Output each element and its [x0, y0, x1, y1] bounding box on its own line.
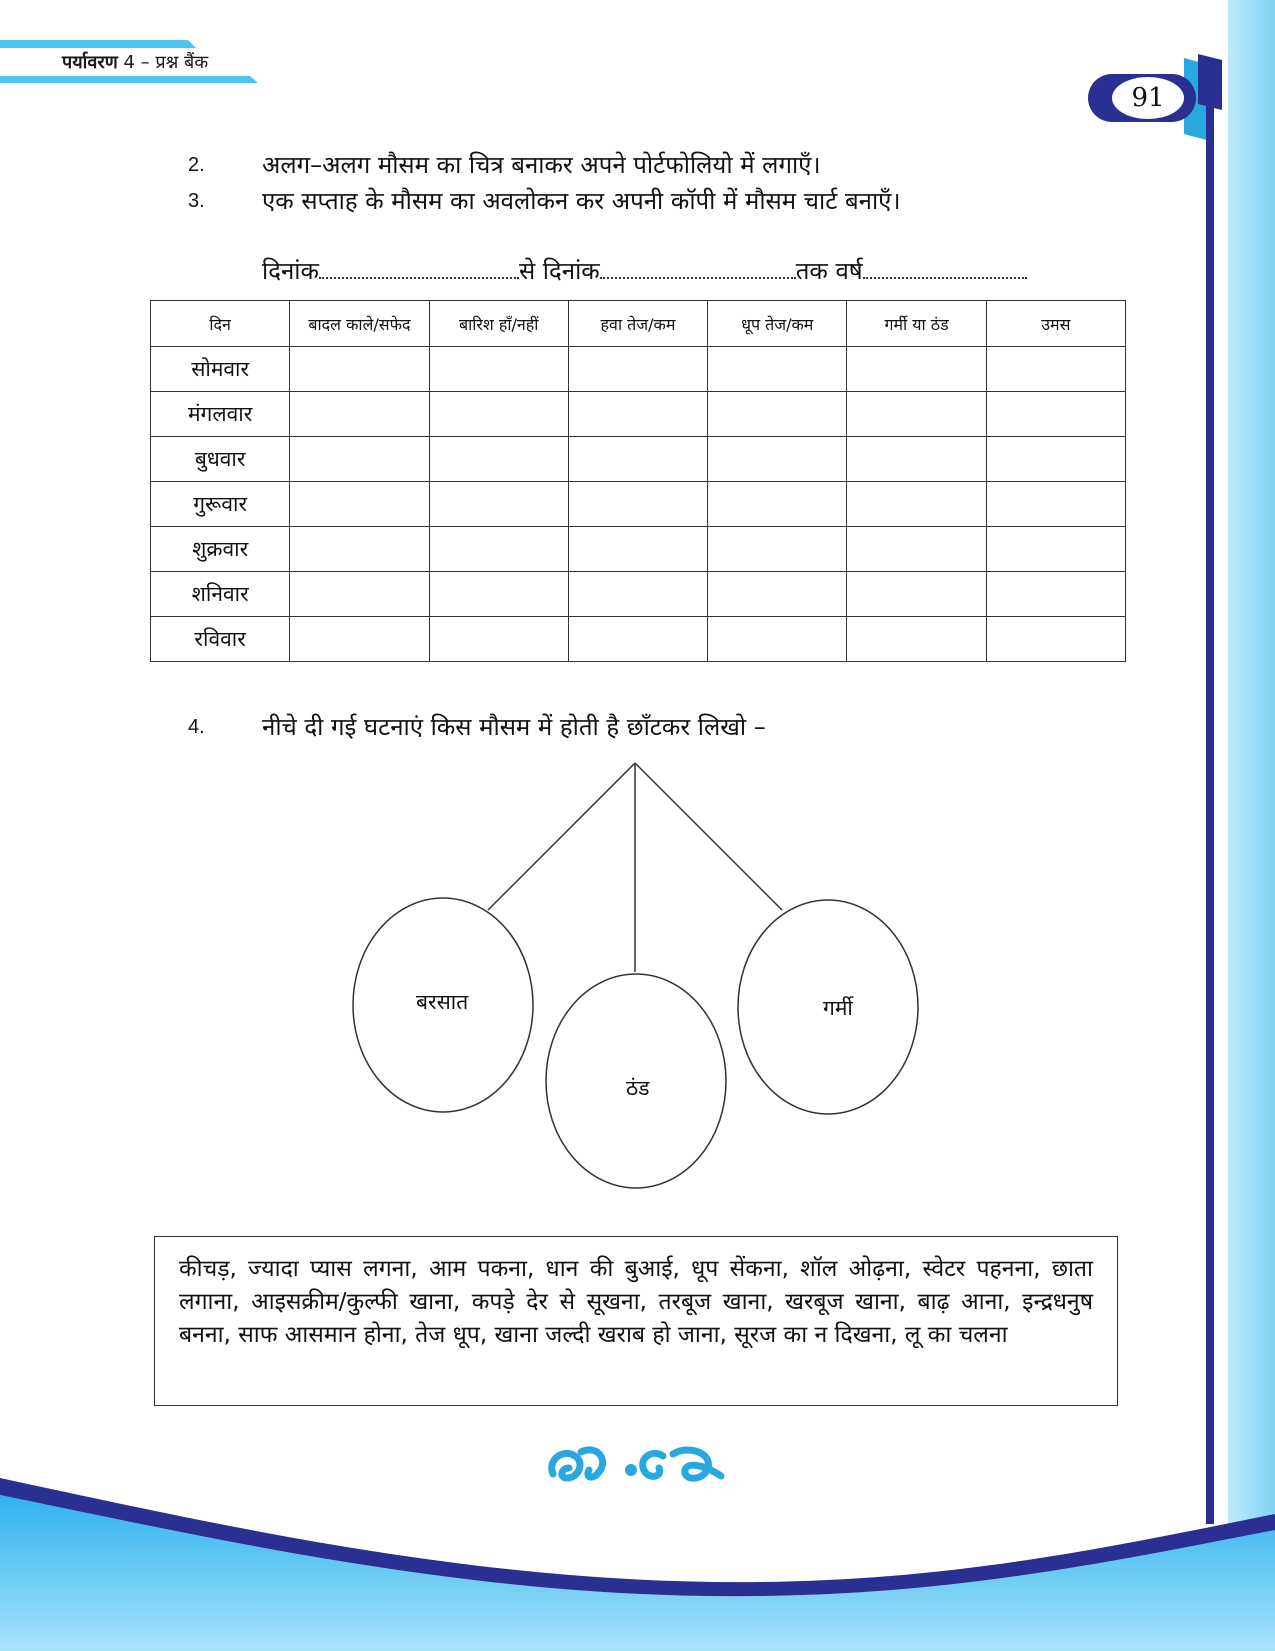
blank-cell: [986, 572, 1125, 617]
year-blank: [863, 259, 1027, 279]
question-3-number: 3.: [188, 190, 205, 212]
blank-cell: [429, 617, 568, 662]
blank-cell: [290, 572, 429, 617]
blank-cell: [429, 482, 568, 527]
header-humidity: उमस: [986, 301, 1125, 347]
blank-cell: [708, 347, 847, 392]
blank-cell: [708, 437, 847, 482]
blank-cell: [708, 617, 847, 662]
table-row: [151, 437, 1126, 482]
blank-cell: [708, 392, 847, 437]
day-cell: गुरूवार: [151, 482, 290, 527]
blank-cell: [986, 392, 1125, 437]
blank-cell: [429, 347, 568, 392]
day-cell: मंगलवार: [151, 392, 290, 437]
date-from-blank: [319, 259, 519, 279]
header-strip-bottom: [0, 76, 258, 83]
blank-cell: [847, 347, 986, 392]
question-3-text: एक सप्ताह के मौसम का अवलोकन कर अपनी कॉपी में मौसम चार्ट बनाएँ।: [262, 187, 901, 215]
blank-cell: [847, 437, 986, 482]
blank-cell: [708, 527, 847, 572]
date-to-blank: [600, 259, 796, 279]
blank-cell: [290, 437, 429, 482]
blank-cell: [986, 527, 1125, 572]
header-sun: धूप तेज/कम: [708, 301, 847, 347]
table-row: [151, 347, 1126, 392]
blank-cell: [986, 437, 1125, 482]
header-day: दिन: [151, 301, 290, 347]
footer-logo-icon: [545, 1440, 730, 1488]
blank-cell: [429, 437, 568, 482]
blank-cell: [568, 527, 707, 572]
table-row: [151, 617, 1126, 662]
blank-cell: [290, 482, 429, 527]
question-2-number: 2.: [188, 154, 205, 176]
table-row: [151, 392, 1126, 437]
question-4-text: नीचे दी गई घटनाएं किस मौसम में होती है छाँटकर लिखो –: [262, 713, 766, 741]
header-clouds: बादल काले/सफेद: [290, 301, 429, 347]
right-panel: [1228, 0, 1275, 1560]
blank-cell: [568, 572, 707, 617]
blank-cell: [847, 482, 986, 527]
table-row: [151, 527, 1126, 572]
question-2-text: अलग–अलग मौसम का चित्र बनाकर अपने पोर्टफोलियो में लगाएँ।: [262, 151, 821, 179]
label-winter: ठंड: [626, 1076, 650, 1100]
word-bank-box: कीचड़, ज्यादा प्यास लगना, आम पकना, धान की बुआई, धूप सेंकना, शॉल ओढ़ना, स्वेटर पहनना, छाता लगाना, आइसक्रीम/कुल्फी खाना, कपड़े देर से सूखना, तरबूज खाना, खरबूज खाना, बाढ़ आना, इन्द्रधनुष बनना, साफ आसमान होना, तेज धूप, खाना जल्दी खराब हो जाना, सूरज का न दिखना, लू का चलना: [154, 1236, 1118, 1406]
day-cell: सोमवार: [151, 347, 290, 392]
date-line: [262, 254, 1027, 287]
table-row: [151, 482, 1126, 527]
page-tab-dark: [1198, 54, 1222, 110]
header-rain: बारिश हाँ/नहीं: [429, 301, 568, 347]
running-header: [62, 50, 208, 74]
date-label-to: से दिनांक: [518, 257, 600, 285]
header-wind: हवा तेज/कम: [568, 301, 707, 347]
blank-cell: [568, 617, 707, 662]
blank-cell: [847, 392, 986, 437]
blank-cell: [290, 527, 429, 572]
date-label-from: दिनांक: [262, 257, 319, 285]
blank-cell: [847, 617, 986, 662]
blank-cell: [986, 347, 1125, 392]
day-cell: शुक्रवार: [151, 527, 290, 572]
page-number: 91: [1131, 83, 1165, 113]
header-hot-cold: गर्मी या ठंड: [847, 301, 986, 347]
blank-cell: [568, 392, 707, 437]
blank-cell: [568, 437, 707, 482]
label-rainy: बरसात: [416, 990, 469, 1014]
label-summer: गर्मी: [823, 996, 853, 1020]
header-subject: पर्यावरण: [62, 52, 118, 73]
day-cell: बुधवार: [151, 437, 290, 482]
header-rest: 4 – प्रश्न बैंक: [123, 52, 209, 73]
table-header-row: [151, 301, 1126, 347]
right-dark-bar: [1206, 104, 1214, 1524]
blank-cell: [568, 482, 707, 527]
blank-cell: [568, 347, 707, 392]
blank-cell: [847, 527, 986, 572]
blank-cell: [708, 572, 847, 617]
blank-cell: [290, 392, 429, 437]
table-row: [151, 572, 1126, 617]
blank-cell: [290, 347, 429, 392]
header-strip-top: [0, 40, 196, 48]
question-4-number: 4.: [188, 716, 205, 738]
blank-cell: [708, 482, 847, 527]
blank-cell: [429, 527, 568, 572]
year-label: तक वर्ष: [795, 257, 863, 285]
weather-chart-table: [150, 300, 1126, 662]
day-cell: रविवार: [151, 617, 290, 662]
blank-cell: [429, 572, 568, 617]
blank-cell: [290, 617, 429, 662]
blank-cell: [986, 482, 1125, 527]
blank-cell: [429, 392, 568, 437]
blank-cell: [847, 572, 986, 617]
blank-cell: [986, 617, 1125, 662]
day-cell: शनिवार: [151, 572, 290, 617]
